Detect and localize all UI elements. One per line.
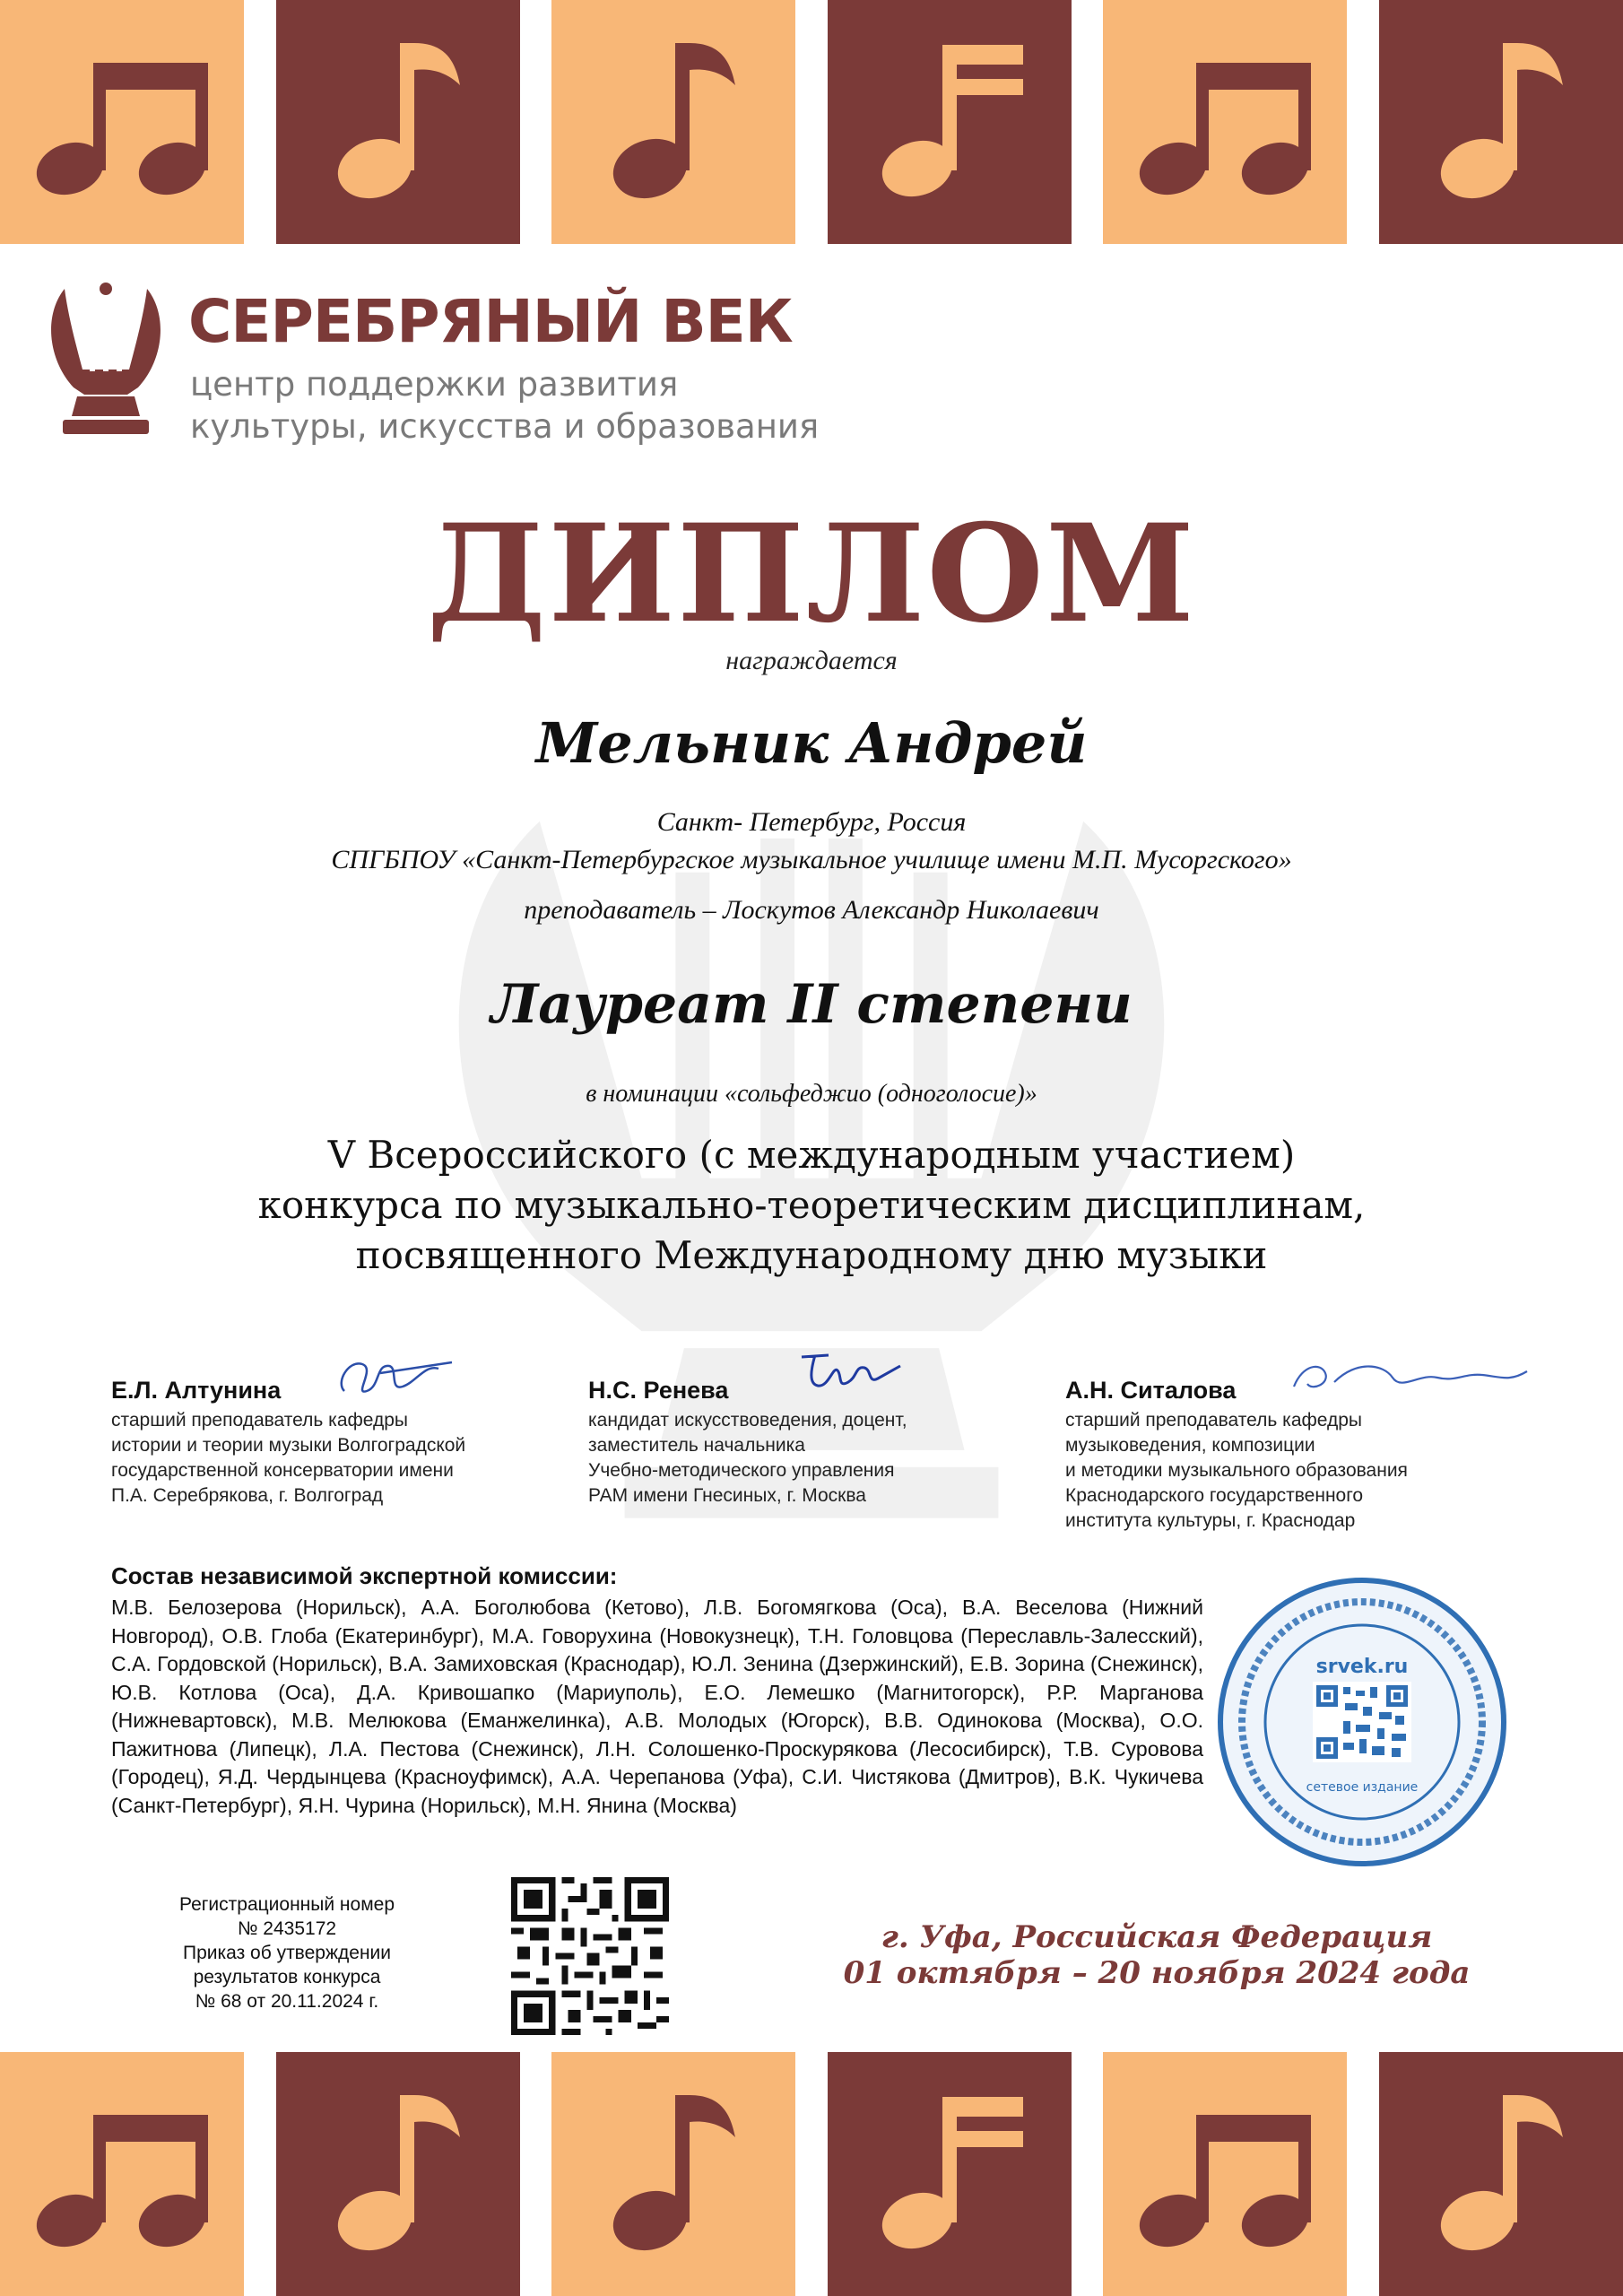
- event-dates: 01 октября – 20 ноября 2024 года: [843, 1955, 1471, 1991]
- commission-members: М.В. Белозерова (Норильск), А.А. Боголюбова (Кетово), Л.В. Богомягкова (Оса), В.А. Веселова (Нижний Новгород), О.В. Глоба (Екатеринбург), М.А. Говорухина (Новокузнецк), Т.Н. Головцова (Переславль-Залесский), С.А. Гордовской (Норильск), В.А. Замиховская (Краснодар), Ю.Л. Зенина (Дзержинский), Е.В. Зорина (Снежинск), Ю.В. Котлова (Оса), Д.А. Кривошапко (Мариуполь), Е.О. Лемешко (Магнитогорск), Р.Р. Марганова (Нижневартовск), М.В. Мелюкова (Еманжелинка), А.В. Молодых (Югорск), В.В. Одинокова (Москва), О.О. Пажитнова (Липецк), Л.А. Пестова (Снежинск), Л.Н. Солошенко-Проскурякова (Лесосибирск), Т.В. Суровова (Городец), Я.Д. Чердынцева (Красноуфимск), А.А. Черепанова (Уфа), С.И. Чистякова (Дмитров), В.К. Чукичева (Санкт-Петербург), Я.Н. Чурина (Норильск), М.Н. Янина (Москва): [111, 1596, 1203, 1817]
- nomination: в номинации «сольфеджио (одноголосие)»: [586, 1080, 1037, 1108]
- border-gap: [244, 2052, 276, 2296]
- registration-number: № 2435172: [237, 1918, 337, 1939]
- quarter-note-icon: [551, 0, 795, 244]
- stamp-caption: сетевое издание: [1306, 1780, 1419, 1795]
- quarter-note-icon: [276, 0, 520, 244]
- order-number: № 68 от 20.11.2024 г.: [195, 1991, 379, 2012]
- border-gap: [520, 0, 552, 244]
- recipient-city: Санкт- Петербург, Россия: [656, 807, 967, 837]
- border-gap: [1347, 0, 1379, 244]
- contest-line3: посвященного Международному дню музыки: [355, 1233, 1268, 1277]
- border-gap: [1347, 2052, 1379, 2296]
- border-tile: [276, 2052, 520, 2296]
- diploma-title: ДИПЛОМ: [426, 495, 1197, 653]
- registration-label: Регистрационный номер: [179, 1894, 395, 1915]
- signatory-3-name: А.Н. Ситалова: [1065, 1377, 1237, 1404]
- contest-name: [0, 1130, 1623, 1281]
- signatory-1-role: старший преподаватель кафедры истории и теории музыки Волгоградской государственной консерватории имени П.А. Серебрякова, г. Волгоград: [111, 1410, 466, 1506]
- lyre-logo-icon: [47, 280, 165, 445]
- signature-2-image: [793, 1339, 909, 1402]
- signatory-1: [111, 1377, 577, 1509]
- top-border-band: [0, 0, 1623, 244]
- signatory-2-name: Н.С. Ренева: [588, 1377, 729, 1404]
- contest-line1: V Всероссийского (с международным участием): [327, 1133, 1296, 1177]
- commission-heading: Состав независимой экспертной комиссии:: [111, 1562, 618, 1589]
- awarded-label: награждается: [725, 646, 898, 675]
- border-tile: [551, 0, 795, 244]
- expert-commission: [111, 1562, 1203, 1820]
- beamed-eighth-notes-icon: [0, 0, 244, 244]
- border-tile: [551, 2052, 795, 2296]
- beamed-eighth-notes-icon: [1103, 0, 1347, 244]
- beamed-eighth-notes-icon: [0, 2052, 244, 2296]
- border-tile: [0, 2052, 244, 2296]
- registration-info: [143, 1892, 430, 2013]
- quarter-note-icon: [276, 2052, 520, 2296]
- organization-name: СЕРЕБРЯНЫЙ ВЕК: [188, 287, 793, 356]
- order-label: Приказ об утверждении: [182, 1943, 392, 1963]
- beamed-eighth-notes-icon: [1103, 2052, 1347, 2296]
- border-gap: [1072, 2052, 1104, 2296]
- signatory-2: [588, 1377, 1055, 1509]
- svg-text:srvek.ru: srvek.ru: [1315, 1656, 1409, 1678]
- event-location: г. Уфа, Российская Федерация: [881, 1919, 1433, 1955]
- border-gap: [1072, 0, 1104, 244]
- border-tile: [0, 0, 244, 244]
- quarter-note-icon: [1379, 2052, 1623, 2296]
- border-tile: [276, 0, 520, 244]
- signature-3-image: [1285, 1355, 1536, 1400]
- border-tile: [1379, 2052, 1623, 2296]
- border-tile: [1379, 0, 1623, 244]
- signature-1-image: [326, 1346, 461, 1409]
- quarter-note-icon: [1379, 0, 1623, 244]
- recipient-teacher: преподаватель – Лоскутов Александр Николаевич: [524, 895, 1099, 925]
- contest-line2: конкурса по музыкально-теоретическим дисциплинам,: [257, 1183, 1366, 1227]
- border-tile: [1103, 0, 1347, 244]
- border-tile: [1103, 2052, 1347, 2296]
- beamed-sixteenth-note-icon: [828, 2052, 1072, 2296]
- qr-code[interactable]: [511, 1877, 669, 2035]
- organization-logo: [47, 280, 836, 450]
- signatory-3-role: старший преподаватель кафедры музыковедения, композиции и методики музыкального образования Краснодарского государственного института культуры, г. Краснодар: [1065, 1410, 1408, 1531]
- border-gap: [520, 2052, 552, 2296]
- signatory-3: [1065, 1377, 1532, 1534]
- recipient-school: СПГБПОУ «Санкт-Петербургское музыкальное училище имени М.П. Мусоргского»: [331, 845, 1292, 874]
- recipient-name: Мельник Андрей: [535, 710, 1088, 776]
- border-tile: [828, 0, 1072, 244]
- bottom-border-band: [0, 2052, 1623, 2296]
- official-stamp: [1216, 1576, 1508, 1868]
- quarter-note-icon: [551, 2052, 795, 2296]
- stamp-qr-icon: [1313, 1682, 1411, 1762]
- border-gap: [244, 0, 276, 244]
- border-gap: [795, 0, 828, 244]
- award-title: Лауреат II степени: [490, 973, 1133, 1036]
- signatory-1-name: Е.Л. Алтунина: [111, 1377, 282, 1404]
- signatory-2-role: кандидат искусствоведения, доцент, заместитель начальника Учебно-методического управления РАМ имени Гнесиных, г. Москва: [588, 1410, 907, 1506]
- border-gap: [795, 2052, 828, 2296]
- border-tile: [828, 2052, 1072, 2296]
- organization-tagline-line2: культуры, искусства и образования: [190, 407, 820, 446]
- organization-tagline-line1: центр поддержки развития: [190, 365, 679, 404]
- order-label-2: результатов конкурса: [193, 1967, 381, 1987]
- beamed-sixteenth-note-icon: [828, 0, 1072, 244]
